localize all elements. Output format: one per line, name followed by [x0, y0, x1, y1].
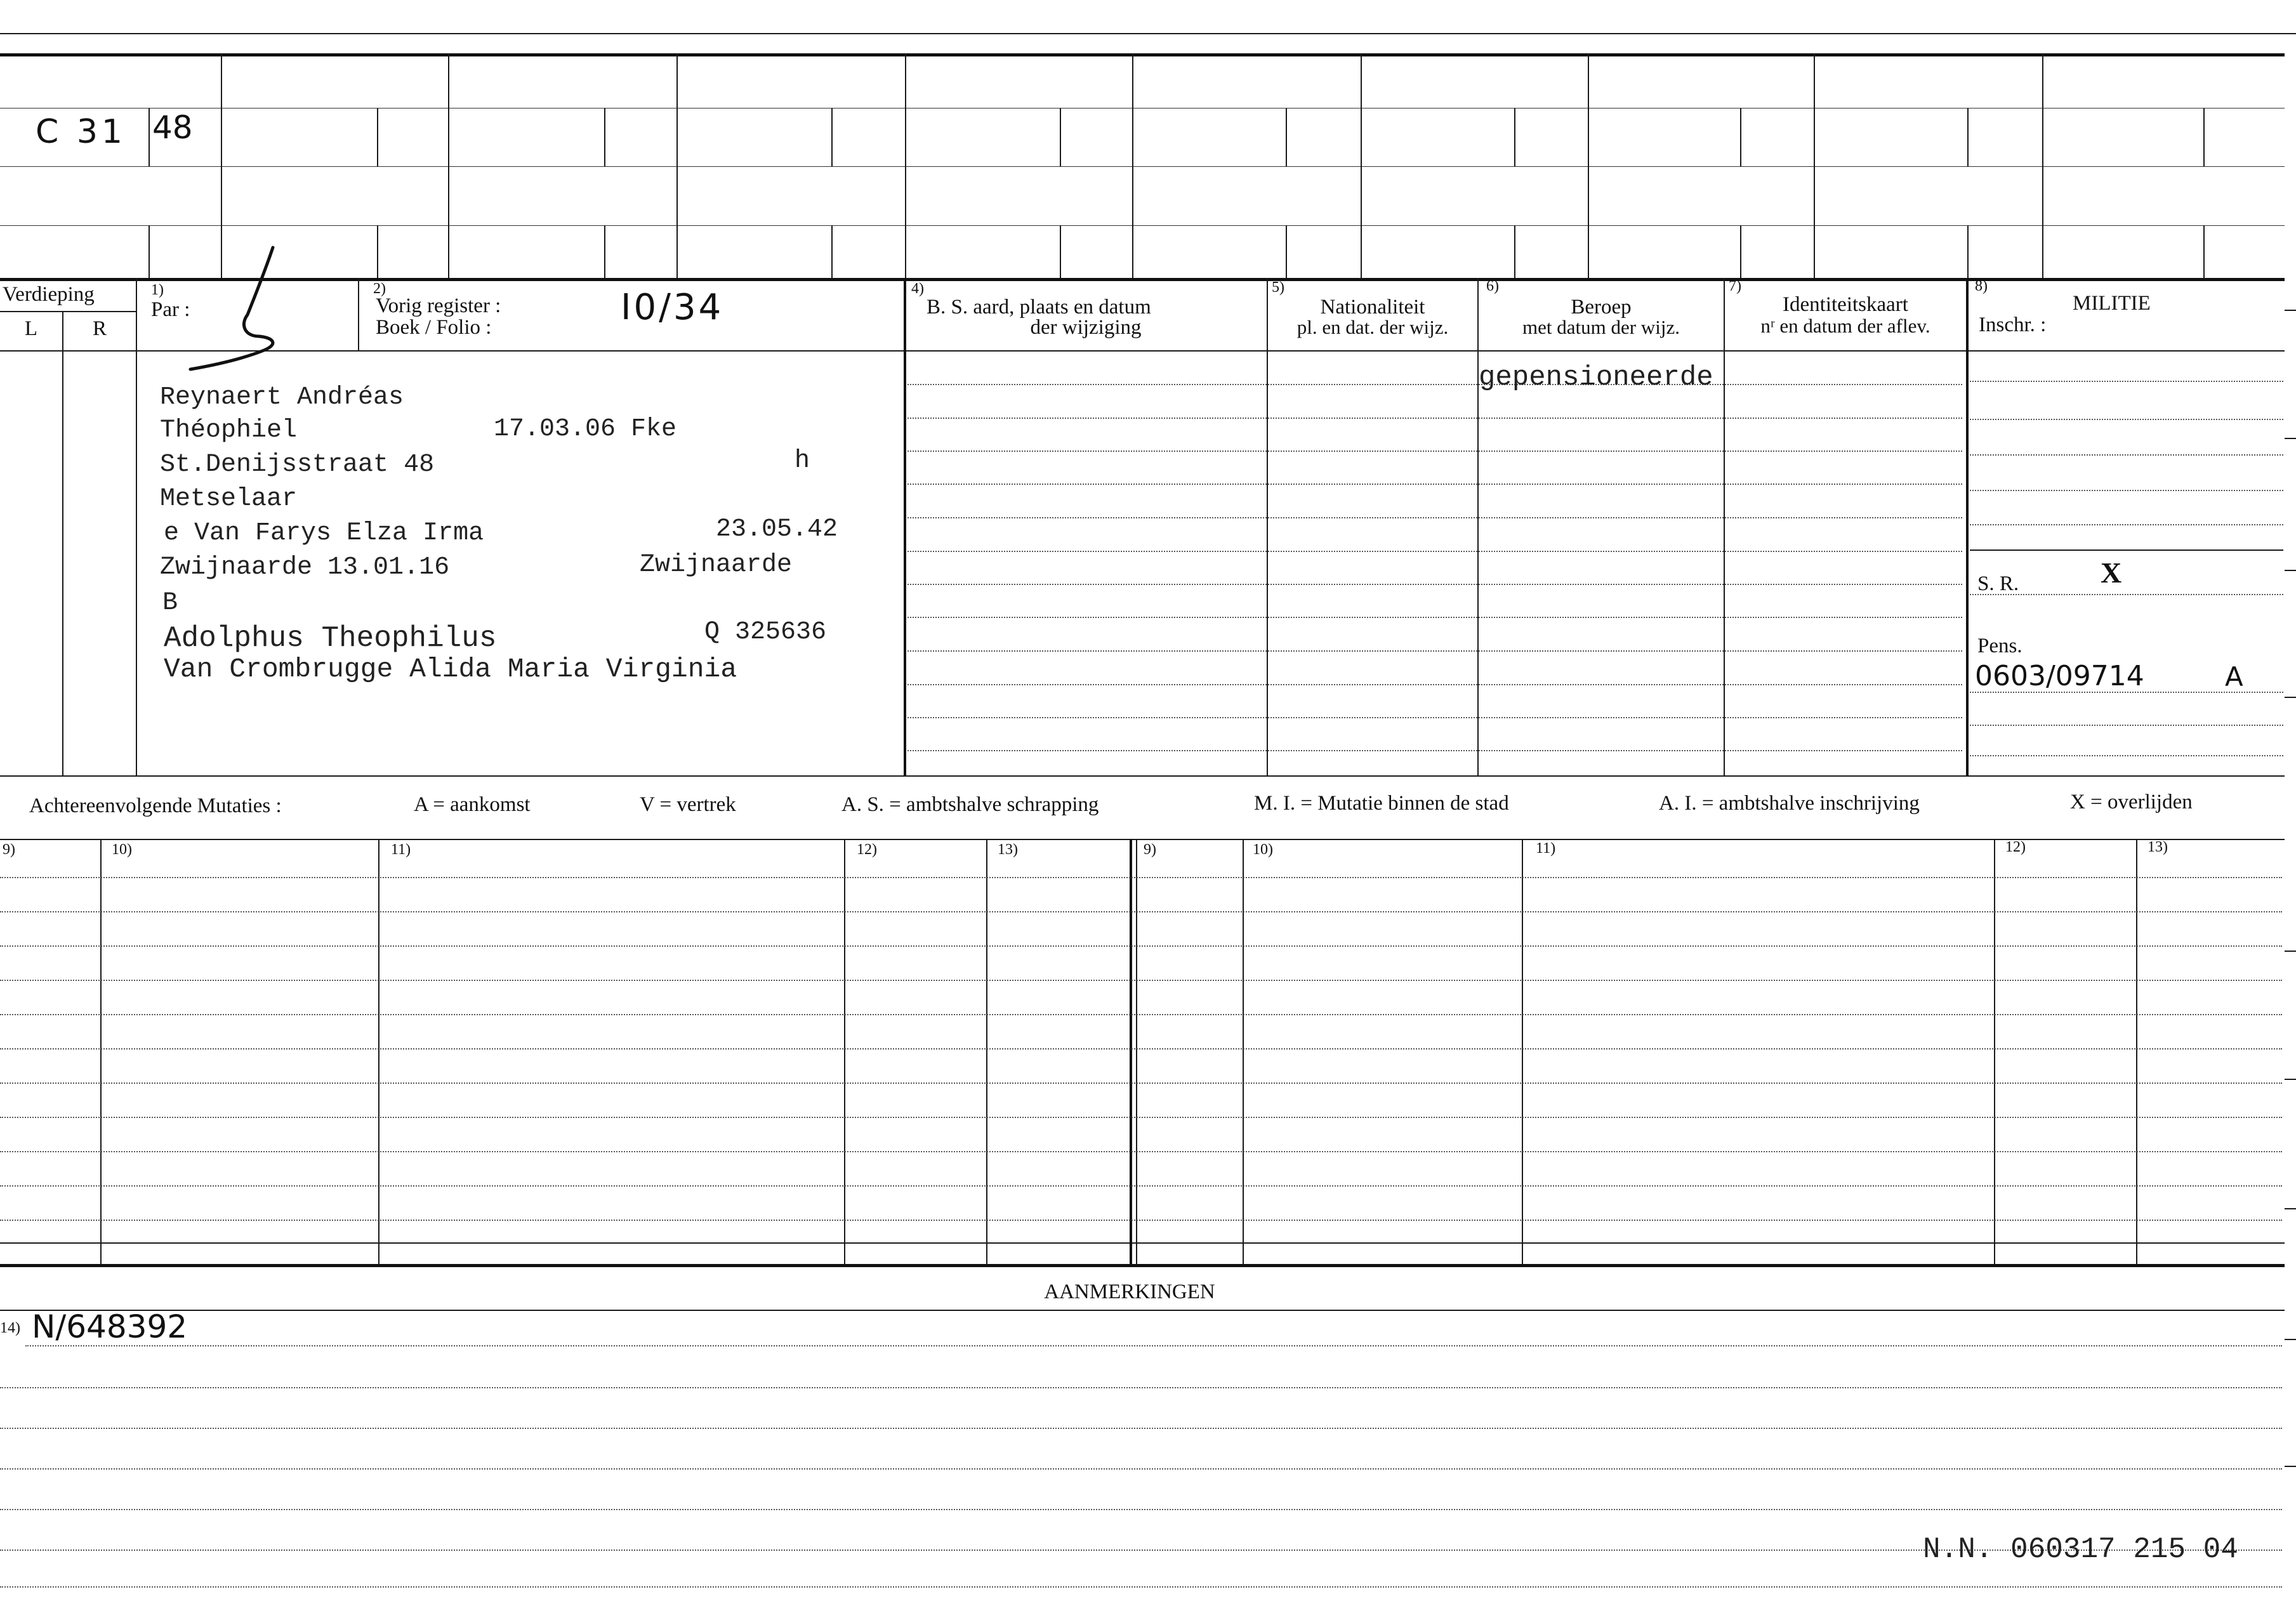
grid-subcol: [377, 108, 378, 166]
aanmerkingen-rule: [25, 1345, 2282, 1346]
mutaties-col-10-left: 10): [112, 841, 132, 858]
vorig-register-value: I0/34: [621, 287, 724, 328]
mutaties-row-line: [0, 1242, 2285, 1244]
verdieping-label: Verdieping: [3, 283, 95, 306]
margin-tick: [2285, 697, 2296, 698]
mutaties-col-11-right: 11): [1536, 840, 1556, 857]
person-line-7-left: B: [162, 589, 178, 617]
grid-subcol: [1286, 225, 1287, 278]
rule-line: [907, 717, 1962, 718]
rule-line: [907, 551, 1962, 552]
mutaties-bottom-border: [0, 1264, 2285, 1267]
par-number: 1): [151, 282, 164, 298]
grid-subcol: [148, 108, 150, 166]
col-divider: [1477, 278, 1479, 775]
aanmerkingen-title: AANMERKINGEN: [1044, 1280, 1215, 1303]
person-line-3-left: St.Denijsstraat 48: [160, 451, 435, 479]
boek-folio-label: Boek / Folio :: [376, 316, 492, 339]
beroep-value: gepensioneerde: [1479, 362, 1713, 393]
grid-col: [1132, 53, 1133, 278]
aanmerkingen-value: N/648392: [32, 1308, 188, 1345]
mutaties-col: [1136, 839, 1137, 1264]
mutaties-col-12-right: 12): [2005, 839, 2026, 855]
grid-row-line: [0, 166, 2285, 167]
grid-subcol: [1740, 108, 1741, 166]
pens-suffix: A: [2225, 661, 2243, 692]
mutaties-col-9-right: 9): [1144, 841, 1156, 858]
rule-line: [907, 617, 1962, 618]
national-number: N.N. 060317 215 04: [1923, 1533, 2238, 1566]
mutaties-legend-schrapping: A. S. = ambtshalve schrapping: [841, 793, 1099, 816]
header-code: C 31: [36, 113, 127, 151]
mutaties-col: [1130, 839, 1132, 1264]
person-line-2-left: Théophiel: [160, 416, 298, 445]
mutaties-col: [844, 839, 845, 1264]
grid-col: [448, 53, 449, 278]
margin-tick: [2285, 1466, 2296, 1467]
grid-subcol: [1967, 225, 1969, 278]
grid-subcol: [604, 225, 605, 278]
militie-rule: [1970, 490, 2283, 491]
verdieping-l-label: L: [24, 317, 38, 340]
rule-line: [907, 484, 1962, 485]
par-label: Par :: [151, 298, 190, 321]
beroep-label-line1: Beroep: [1571, 296, 1632, 319]
rule-line: [907, 418, 1962, 419]
rule-line: [907, 584, 1962, 585]
nat-label-line1: Nationaliteit: [1320, 296, 1425, 319]
person-line-8-left: Adolphus Theophilus: [164, 622, 497, 655]
margin-tick: [2285, 310, 2296, 311]
grid-col: [905, 53, 906, 278]
mutaties-col-10-right: 10): [1253, 841, 1273, 858]
id-label-line2: nʳ en datum der aflev.: [1760, 315, 1930, 337]
mutaties-rule: [0, 1048, 2282, 1050]
person-line-5-left: e Van Farys Elza Irma: [164, 519, 484, 548]
grid-col: [1361, 53, 1362, 278]
person-line-6-left: Zwijnaarde 13.01.16: [160, 553, 450, 582]
rule-line: [907, 517, 1962, 518]
col-divider: [136, 278, 137, 775]
grid-subcol: [1740, 225, 1741, 278]
grid-subcol: [1286, 108, 1287, 166]
grid-top-border: [0, 53, 2285, 56]
grid-col: [2042, 53, 2043, 278]
sr-label: S. R.: [1977, 572, 2019, 595]
rule-line: [907, 750, 1962, 751]
mutaties-legend-overlijden: X = overlijden: [2070, 791, 2193, 813]
mutaties-rule: [0, 911, 2282, 912]
vorig-number: 2): [373, 280, 386, 297]
grid-subcol: [2203, 225, 2205, 278]
grid-subcol: [2203, 108, 2205, 166]
grid-subcol: [1967, 108, 1969, 166]
rule-line: [907, 684, 1962, 685]
militie-divider: [1970, 549, 2283, 551]
rule-line: [907, 650, 1962, 652]
beroep-number: 6): [1486, 278, 1499, 294]
mutaties-rule: [0, 945, 2282, 947]
mutaties-col-11-left: 11): [391, 841, 411, 858]
mutaties-col: [1994, 839, 1995, 1264]
pens-number: 0603/09714: [1975, 660, 2144, 692]
grid-row-line: [0, 108, 2285, 109]
vorig-register-label: Vorig register :: [376, 294, 501, 317]
margin-tick: [2285, 1079, 2296, 1080]
militie-rule: [1970, 524, 2283, 525]
person-line-3-right: h: [795, 447, 810, 475]
grid-subcol: [1060, 108, 1061, 166]
col-divider: [904, 278, 906, 775]
militie-rule: [1970, 454, 2283, 456]
person-line-9-left: Van Crombrugge Alida Maria Virginia: [164, 654, 737, 685]
grid-subcol: [1060, 225, 1061, 278]
mutaties-rule: [0, 1151, 2282, 1152]
mutaties-col-13-left: 13): [998, 841, 1018, 858]
col-divider: [358, 278, 359, 350]
militie-rule: [1970, 725, 2283, 726]
mutaties-legend-aankomst: A = aankomst: [414, 793, 531, 816]
aanmerkingen-rule: [0, 1468, 2282, 1470]
bs-label-line1: B. S. aard, plaats en datum: [927, 296, 1151, 319]
mutaties-rule: [0, 1185, 2282, 1187]
nat-number: 5): [1272, 279, 1284, 296]
mutaties-col-13-right: 13): [2148, 839, 2168, 855]
header-number: 48: [152, 109, 193, 146]
mutaties-rule: [0, 980, 2282, 981]
mutaties-col-9-left: 9): [3, 841, 15, 858]
grid-subcol: [148, 225, 150, 278]
body-bottom-border: [0, 775, 2285, 777]
mutaties-rule: [0, 1220, 2282, 1221]
col-divider: [1966, 278, 1969, 775]
grid-col: [221, 53, 222, 278]
mutaties-col: [378, 839, 379, 1264]
margin-tick: [2285, 570, 2296, 571]
mutaties-rule: [0, 877, 2282, 878]
margin-tick: [2285, 438, 2296, 439]
pens-label: Pens.: [1977, 635, 2022, 657]
margin-tick: [2285, 951, 2296, 952]
aanmerkingen-rule: [0, 1387, 2282, 1388]
person-line-8-right: Q 325636: [704, 618, 827, 647]
mutaties-col: [1522, 839, 1523, 1264]
grid-col: [1814, 53, 1815, 278]
mutaties-legend-inschrijving: A. I. = ambtshalve inschrijving: [1659, 792, 1920, 815]
person-line-2-mid: 17.03.06 Fke: [494, 415, 677, 444]
mutaties-col: [100, 839, 102, 1264]
militie-label: MILITIE: [2073, 292, 2151, 315]
grid-subcol: [604, 108, 605, 166]
aanmerkingen-rule: [0, 1509, 2282, 1510]
col-divider: [62, 311, 63, 775]
person-line-6-mid: Zwijnaarde: [640, 551, 793, 579]
col-divider: [1267, 278, 1268, 775]
mutaties-legend-mutatie: M. I. = Mutatie binnen de stad: [1254, 792, 1509, 815]
grid-subcol: [1514, 108, 1515, 166]
person-line-1-left: Reynaert Andréas: [160, 383, 404, 412]
margin-tick: [2285, 1339, 2296, 1340]
margin-tick: [2285, 1208, 2296, 1209]
grid-row-line: [0, 225, 2285, 226]
militie-number: 8): [1975, 278, 1988, 294]
id-label-line1: Identiteitskaart: [1783, 293, 1908, 316]
person-line-5-right: 23.05.42: [716, 515, 838, 544]
verdieping-r-label: R: [92, 317, 107, 340]
top-rule: [0, 33, 2296, 34]
sr-mark: X: [2101, 556, 2122, 589]
mutaties-col: [1243, 839, 1244, 1264]
header-row-bottom: [0, 350, 2285, 352]
beroep-label-line2: met datum der wijz.: [1522, 316, 1680, 338]
grid-subcol: [1514, 225, 1515, 278]
rule-line: [907, 384, 1962, 385]
mutaties-rule: [0, 1117, 2282, 1118]
mutaties-col: [986, 839, 987, 1264]
aanmerkingen-rule: [0, 1428, 2282, 1429]
aanmerkingen-rule: [0, 1586, 2282, 1588]
mutaties-col: [2136, 839, 2137, 1264]
grid-subcol: [831, 225, 833, 278]
bs-label-line2: der wijziging: [1030, 316, 1142, 339]
grid-subcol: [831, 108, 833, 166]
col-divider: [1724, 278, 1725, 775]
grid-col: [676, 53, 678, 278]
inschr-label: Inschr. :: [1979, 313, 2047, 336]
mutaties-title: Achtereenvolgende Mutaties :: [29, 794, 282, 817]
grid-subcol: [377, 225, 378, 278]
aanmerkingen-number: 14): [0, 1320, 20, 1336]
mutaties-col-12-left: 12): [857, 841, 877, 858]
person-line-4-left: Metselaar: [160, 485, 298, 513]
mutaties-top-border: [0, 839, 2285, 840]
mutaties-rule: [0, 1082, 2282, 1084]
mutaties-rule: [0, 1014, 2282, 1015]
mutaties-legend-vertrek: V = vertrek: [640, 793, 736, 816]
militie-rule: [1970, 419, 2283, 420]
nat-label-line2: pl. en dat. der wijz.: [1296, 316, 1449, 338]
rule-line: [907, 451, 1962, 452]
verdieping-split: [0, 311, 136, 312]
militie-rule: [1970, 755, 2283, 756]
bs-number: 4): [911, 280, 924, 297]
aanmerkingen-top-line: [0, 1310, 2285, 1311]
grid-bottom-border: [0, 278, 2285, 281]
id-number: 7): [1729, 278, 1741, 294]
grid-col: [1588, 53, 1589, 278]
par-signature: [184, 245, 298, 372]
militie-rule: [1970, 381, 2283, 382]
